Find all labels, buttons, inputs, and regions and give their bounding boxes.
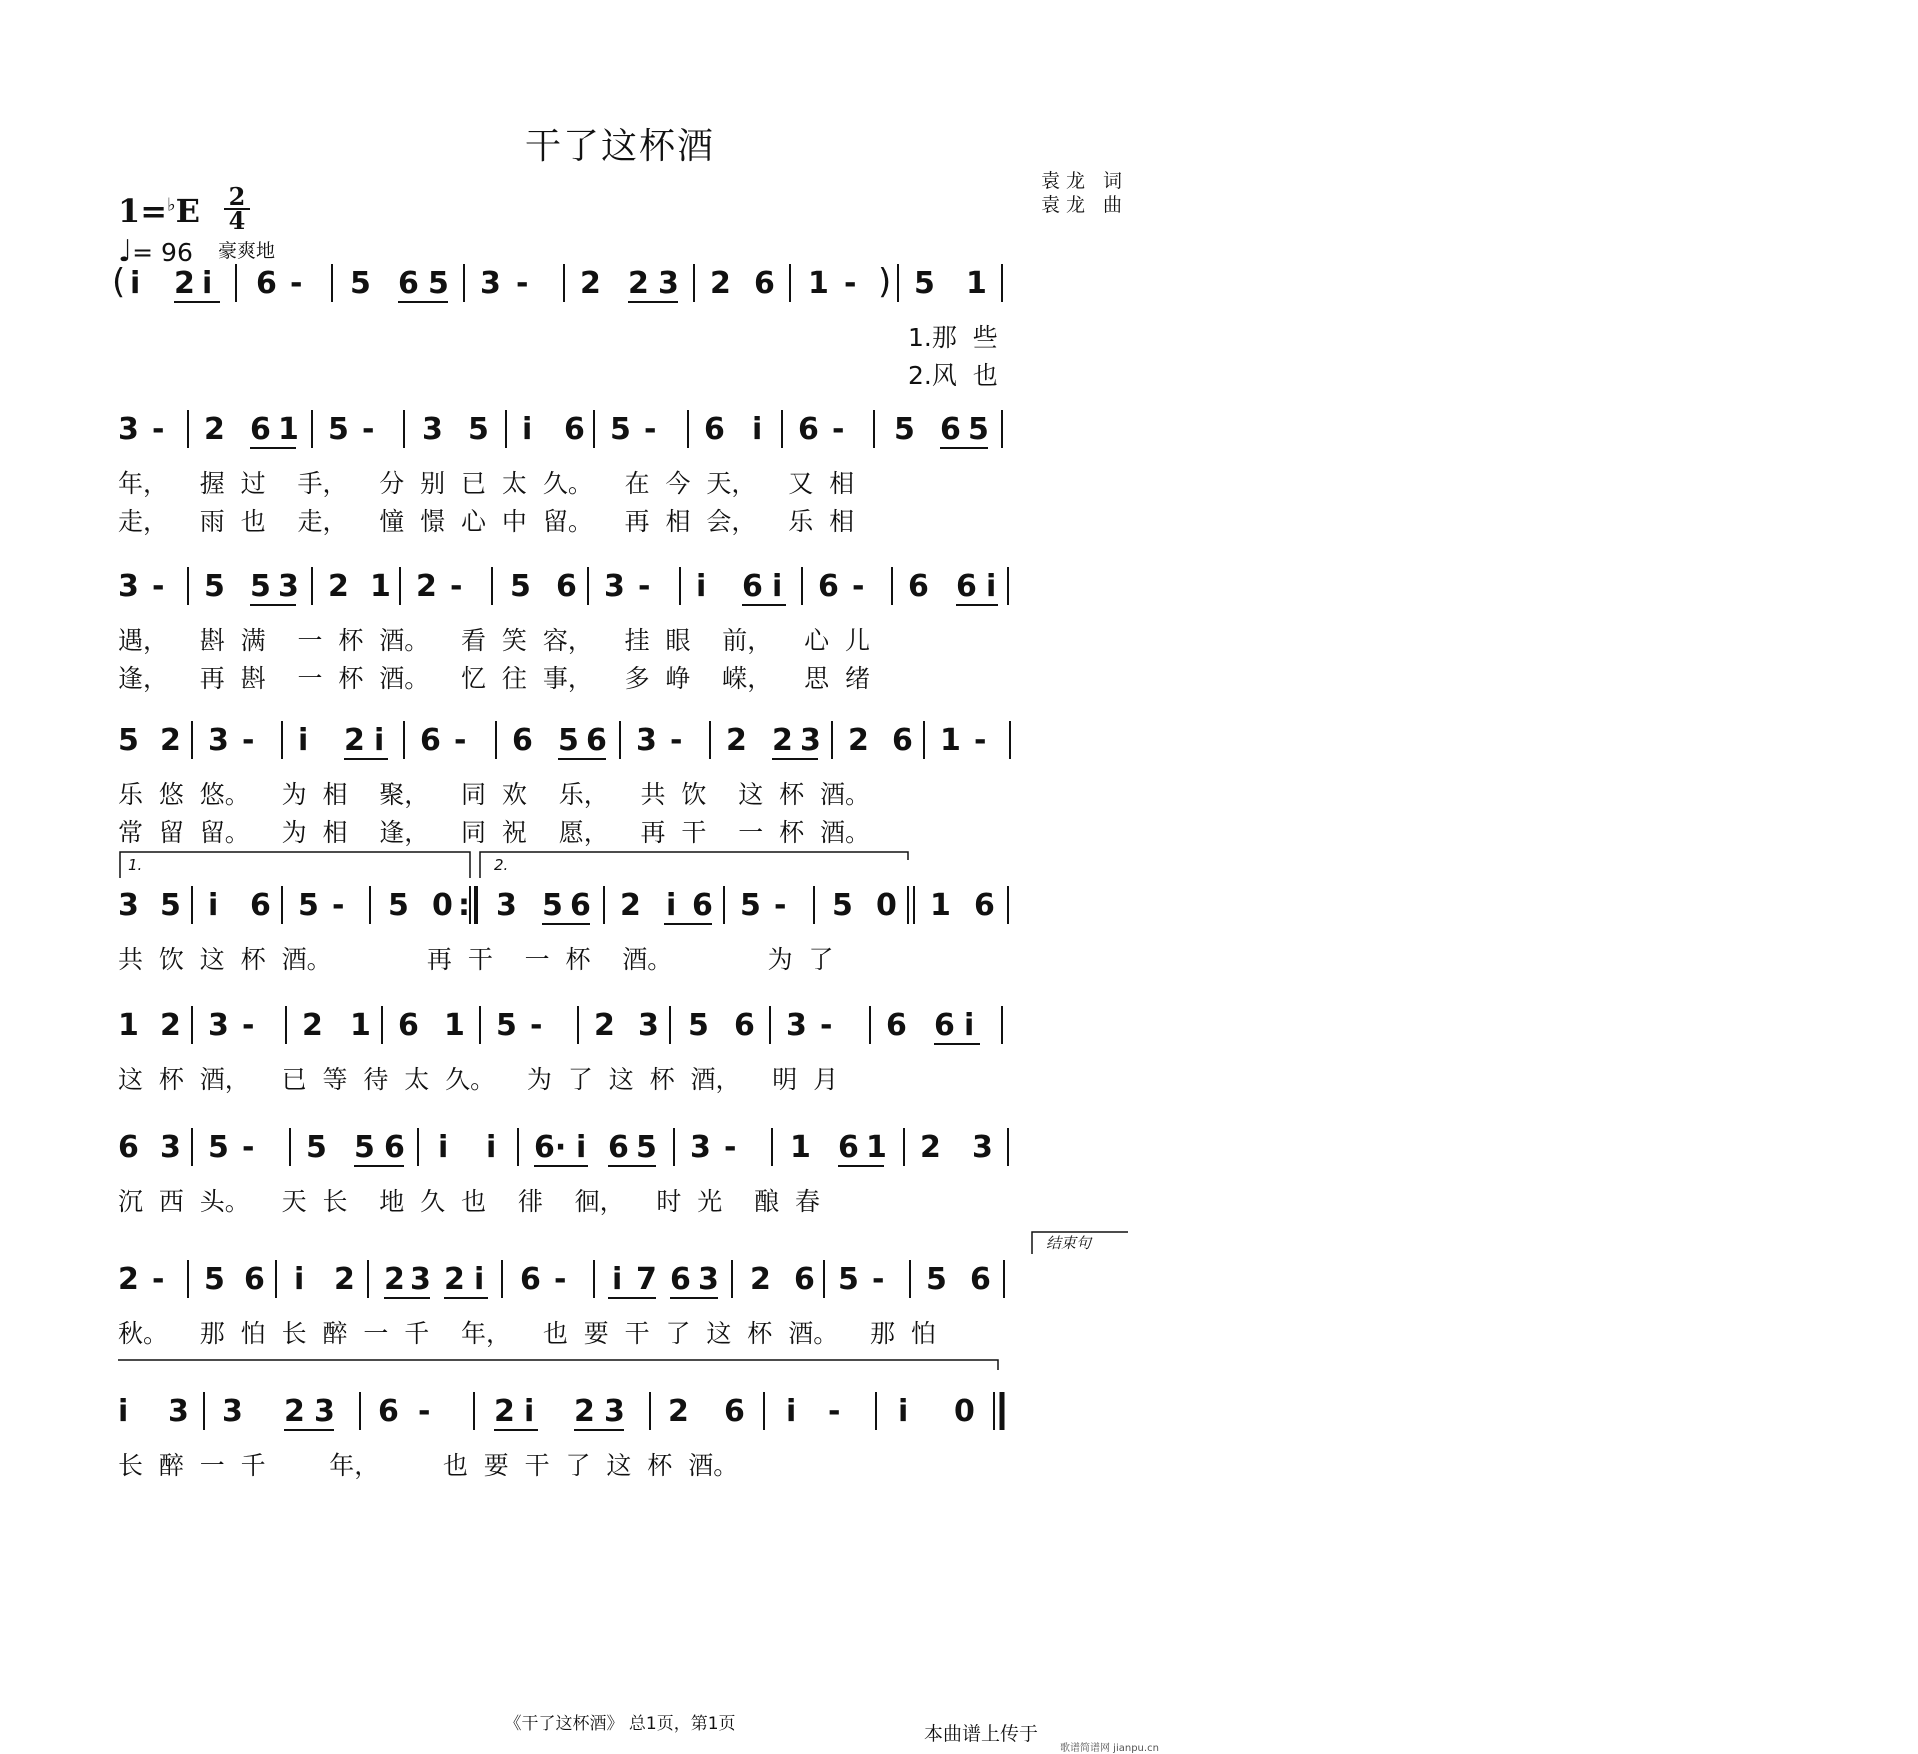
svg-text:1: 1	[118, 1008, 139, 1043]
flat-sign: ♭	[167, 194, 176, 216]
system-5	[118, 880, 1128, 978]
svg-text:6: 6	[934, 1008, 955, 1043]
volta-2-label: 2.	[494, 856, 509, 874]
svg-text:5: 5	[914, 266, 935, 301]
meter-top: 2	[228, 182, 246, 211]
svg-text:-: -	[554, 1262, 567, 1297]
notes-row	[118, 404, 1128, 464]
lyrics-text: 遇， 斟 满 一 杯 酒。 看 笑 容， 挂 眼 前， 心 儿	[118, 626, 870, 655]
svg-text:5: 5	[428, 266, 449, 301]
svg-text:1: 1	[940, 723, 961, 758]
svg-text:2: 2	[118, 1262, 139, 1297]
svg-text:3: 3	[208, 723, 229, 758]
svg-text:5: 5	[926, 1262, 947, 1297]
time-signature	[224, 182, 250, 235]
lyrics-verse-1	[118, 1314, 1128, 1352]
lyrics-verse-1	[118, 318, 1128, 356]
system-1	[112, 258, 1128, 394]
lyrics-verse-1	[118, 1446, 1128, 1484]
svg-text:5: 5	[208, 1130, 229, 1165]
svg-text:3: 3	[208, 1008, 229, 1043]
svg-text:i: i	[696, 569, 707, 604]
svg-text:-: -	[242, 1130, 255, 1165]
svg-text:2: 2	[620, 888, 641, 923]
svg-text:i: i	[294, 1262, 305, 1297]
svg-text:2: 2	[580, 266, 601, 301]
svg-text:5: 5	[204, 569, 225, 604]
key-note: E	[175, 192, 200, 230]
volta-brackets	[118, 850, 928, 880]
svg-text:3: 3	[118, 569, 139, 604]
svg-text:i: i	[298, 723, 309, 758]
svg-text:6: 6	[256, 266, 277, 301]
svg-text:5: 5	[688, 1008, 709, 1043]
svg-text:6·: 6·	[534, 1130, 567, 1165]
svg-text:3: 3	[690, 1130, 711, 1165]
svg-text:1: 1	[966, 266, 987, 301]
notes-row	[118, 1122, 1128, 1182]
svg-text:6: 6	[118, 1130, 139, 1165]
key-signature	[118, 192, 200, 230]
svg-text:2: 2	[328, 569, 349, 604]
svg-text:6: 6	[886, 1008, 907, 1043]
svg-text:1: 1	[370, 569, 391, 604]
svg-text:3: 3	[118, 888, 139, 923]
svg-text:5: 5	[328, 412, 349, 447]
svg-text:6: 6	[956, 569, 977, 604]
svg-text:5: 5	[204, 1262, 225, 1297]
svg-text:6: 6	[250, 412, 271, 447]
svg-text:1: 1	[930, 888, 951, 923]
svg-text:5: 5	[306, 1130, 327, 1165]
notes-row	[118, 1000, 1128, 1060]
svg-text:6: 6	[670, 1262, 691, 1297]
system-8	[118, 1254, 1128, 1352]
svg-text:5: 5	[354, 1130, 375, 1165]
svg-text:-: -	[516, 266, 529, 301]
lyrics-verse-1	[118, 1060, 1128, 1098]
svg-text:6: 6	[586, 723, 607, 758]
svg-text:i: i	[522, 412, 533, 447]
svg-text:3: 3	[480, 266, 501, 301]
svg-text:1: 1	[790, 1130, 811, 1165]
svg-text:6: 6	[250, 888, 271, 923]
svg-text:2: 2	[344, 723, 365, 758]
svg-text:2: 2	[204, 412, 225, 447]
svg-text:2: 2	[848, 723, 869, 758]
svg-text:i: i	[130, 266, 141, 301]
notes-row	[118, 1254, 1128, 1314]
svg-text:-: -	[724, 1130, 737, 1165]
svg-text:6: 6	[734, 1008, 755, 1043]
lyrics-text: 年， 握 过 手， 分 别 已 太 久。 在 今 天， 又 相	[118, 469, 855, 498]
svg-text:6: 6	[892, 723, 913, 758]
watermark: 歌谱简谱网 jianpu.cn	[1060, 1743, 1159, 1754]
svg-text:6: 6	[940, 412, 961, 447]
lyrics-text: 乐 悠 悠。 为 相 聚， 同 欢 乐， 共 饮 这 杯 酒。	[118, 780, 870, 809]
svg-text:-: -	[152, 569, 165, 604]
lyrics-verse-2	[118, 813, 1128, 851]
svg-text:6: 6	[704, 412, 725, 447]
svg-text:6: 6	[970, 1262, 991, 1297]
page-footer: 《干了这杯酒》 总1页，第1页	[504, 1714, 736, 1734]
notes-row	[118, 715, 1128, 775]
svg-text:2: 2	[160, 723, 181, 758]
lyrics-text: 逢， 再 斟 一 杯 酒。 忆 往 事， 多 峥 嵘， 思 绪	[118, 664, 870, 693]
svg-text:-: -	[774, 888, 787, 923]
svg-text:i: i	[612, 1262, 623, 1297]
svg-text:1: 1	[350, 1008, 371, 1043]
svg-text:3: 3	[168, 1394, 189, 1429]
svg-text:2: 2	[726, 723, 747, 758]
lyrics-text: 这 杯 酒， 已 等 待 太 久。 为 了 这 杯 酒， 明 月	[118, 1065, 839, 1094]
svg-text:-: -	[872, 1262, 885, 1297]
lyrics-text: 长 醉 一 千 年， 也 要 干 了 这 杯 酒。	[118, 1451, 739, 1480]
notes-row	[112, 258, 1128, 318]
system-3	[118, 561, 1128, 697]
svg-text:-: -	[242, 1008, 255, 1043]
svg-text:3: 3	[422, 412, 443, 447]
svg-text:-: -	[362, 412, 375, 447]
svg-text:5: 5	[160, 888, 181, 923]
svg-text:i: i	[986, 569, 997, 604]
upload-note: 本曲谱上传于	[924, 1723, 1039, 1745]
svg-text:3: 3	[496, 888, 517, 923]
svg-text:-: -	[644, 412, 657, 447]
svg-text:5: 5	[740, 888, 761, 923]
svg-text:-: -	[530, 1008, 543, 1043]
svg-text:5: 5	[832, 888, 853, 923]
svg-text:2: 2	[494, 1394, 515, 1429]
svg-text:5: 5	[838, 1262, 859, 1297]
lyrics-text: 秋。 那 怕 长 醉 一 千 年， 也 要 干 了 这 杯 酒。 那 怕	[118, 1319, 936, 1348]
svg-text:7: 7	[636, 1262, 657, 1297]
svg-text:6: 6	[384, 1130, 405, 1165]
svg-text:6: 6	[244, 1262, 265, 1297]
system-4	[118, 715, 1128, 851]
svg-text:6: 6	[570, 888, 591, 923]
svg-text:5: 5	[968, 412, 989, 447]
svg-text:0: 0	[432, 888, 453, 923]
svg-text:6: 6	[838, 1130, 859, 1165]
svg-text:i: i	[964, 1008, 975, 1043]
svg-text:-: -	[242, 723, 255, 758]
svg-text:2: 2	[668, 1394, 689, 1429]
system-9	[118, 1386, 1128, 1484]
svg-text:2: 2	[384, 1262, 405, 1297]
svg-text:5: 5	[118, 723, 139, 758]
system-7	[118, 1122, 1128, 1220]
svg-text:0: 0	[954, 1394, 975, 1429]
svg-text:3: 3	[278, 569, 299, 604]
svg-text:i: i	[772, 569, 783, 604]
svg-text:i: i	[208, 888, 219, 923]
notes-row	[118, 880, 1128, 940]
svg-text:-: -	[638, 569, 651, 604]
svg-text:i: i	[374, 723, 385, 758]
svg-text:2: 2	[174, 266, 195, 301]
svg-text:2: 2	[160, 1008, 181, 1043]
song-title: 干了这杯酒	[524, 126, 715, 167]
svg-text:1: 1	[808, 266, 829, 301]
svg-text:-: -	[844, 266, 857, 301]
svg-text:2: 2	[334, 1262, 355, 1297]
svg-text:-: -	[450, 569, 463, 604]
svg-text:6: 6	[398, 1008, 419, 1043]
svg-text:i: i	[474, 1262, 485, 1297]
svg-text:6: 6	[794, 1262, 815, 1297]
lyrics-text: 共 饮 这 杯 酒。 再 干 一 杯 酒。 为 了	[118, 945, 834, 974]
svg-text:2: 2	[594, 1008, 615, 1043]
svg-text:5: 5	[388, 888, 409, 923]
svg-text:i: i	[486, 1130, 497, 1165]
volta-1-label: 1.	[128, 856, 143, 874]
svg-text:6: 6	[398, 266, 419, 301]
svg-text:i: i	[786, 1394, 797, 1429]
svg-text:2: 2	[302, 1008, 323, 1043]
notes-row	[118, 561, 1128, 621]
svg-text:i: i	[898, 1394, 909, 1429]
svg-text:-: -	[832, 412, 845, 447]
svg-text:-: -	[820, 1008, 833, 1043]
svg-text:-: -	[852, 569, 865, 604]
svg-text:3: 3	[604, 569, 625, 604]
svg-text:5: 5	[542, 888, 563, 923]
lyrics-text: 2.风 也	[908, 361, 998, 390]
svg-text:6: 6	[512, 723, 533, 758]
svg-text:5: 5	[250, 569, 271, 604]
svg-text:3: 3	[636, 723, 657, 758]
lyrics-verse-1	[118, 1182, 1128, 1220]
svg-text:5: 5	[298, 888, 319, 923]
lyrics-verse-1	[118, 621, 1128, 659]
svg-text:-: -	[152, 412, 165, 447]
meter-bottom: 4	[228, 206, 246, 235]
lyricist-credit: 袁龙 词	[1040, 170, 1128, 192]
svg-text:6: 6	[754, 266, 775, 301]
svg-text:i: i	[438, 1130, 449, 1165]
svg-text:2: 2	[628, 266, 649, 301]
svg-text:3: 3	[972, 1130, 993, 1165]
svg-text:6: 6	[974, 888, 995, 923]
svg-text:5: 5	[894, 412, 915, 447]
key-prefix: 1=	[118, 192, 168, 230]
lyrics-verse-1	[118, 940, 1128, 978]
svg-text:1: 1	[444, 1008, 465, 1043]
svg-text:0: 0	[876, 888, 897, 923]
lyrics-verse-1	[118, 775, 1128, 813]
svg-text:6: 6	[692, 888, 713, 923]
svg-text:2: 2	[284, 1394, 305, 1429]
svg-text:1: 1	[866, 1130, 887, 1165]
svg-text:2: 2	[710, 266, 731, 301]
svg-text:3: 3	[638, 1008, 659, 1043]
svg-text:3: 3	[410, 1262, 431, 1297]
svg-text:3: 3	[160, 1130, 181, 1165]
svg-text:3: 3	[604, 1394, 625, 1429]
lyrics-verse-2	[118, 356, 1128, 394]
svg-text:-: -	[828, 1394, 841, 1429]
ending-label: 结束句	[1046, 1234, 1092, 1252]
svg-text:3: 3	[118, 412, 139, 447]
svg-text:2: 2	[444, 1262, 465, 1297]
svg-text:6: 6	[724, 1394, 745, 1429]
svg-text:5: 5	[636, 1130, 657, 1165]
lyrics-text: 常 留 留。 为 相 逢， 同 祝 愿， 再 干 一 杯 酒。	[118, 818, 870, 847]
final-bracket	[118, 1358, 1008, 1372]
lyrics-text: 沉 西 头。 天 长 地 久 也 徘 徊， 时 光 酿 春	[118, 1187, 820, 1216]
svg-text:3: 3	[658, 266, 679, 301]
lyrics-verse-2	[118, 659, 1128, 697]
svg-text:3: 3	[698, 1262, 719, 1297]
svg-text:6: 6	[564, 412, 585, 447]
svg-text:-: -	[152, 1262, 165, 1297]
notes-row	[118, 1386, 1128, 1446]
system-6	[118, 1000, 1128, 1098]
svg-text:6: 6	[818, 569, 839, 604]
svg-text:i: i	[524, 1394, 535, 1429]
svg-text:3: 3	[800, 723, 821, 758]
svg-text:-: -	[454, 723, 467, 758]
svg-text:5: 5	[468, 412, 489, 447]
svg-text:2: 2	[574, 1394, 595, 1429]
svg-text:6: 6	[742, 569, 763, 604]
svg-text::: :	[458, 888, 470, 923]
svg-text:i: i	[118, 1394, 129, 1429]
notation-svg	[112, 258, 1128, 318]
quarter-note-icon: ♩	[118, 234, 133, 269]
svg-text:2: 2	[750, 1262, 771, 1297]
svg-text:6: 6	[608, 1130, 629, 1165]
svg-text:i: i	[752, 412, 763, 447]
svg-text:i: i	[666, 888, 677, 923]
svg-text:-: -	[290, 266, 303, 301]
svg-text:3: 3	[314, 1394, 335, 1429]
lyrics-text: 走， 雨 也 走， 憧 憬 心 中 留。 再 相 会， 乐 相	[118, 507, 855, 536]
svg-text:): )	[878, 262, 892, 302]
svg-text:6: 6	[378, 1394, 399, 1429]
svg-text:3: 3	[786, 1008, 807, 1043]
svg-text:6: 6	[420, 723, 441, 758]
lyrics-verse-1	[118, 464, 1128, 502]
svg-text:5: 5	[610, 412, 631, 447]
svg-text:-: -	[332, 888, 345, 923]
tempo-value: = 96	[132, 238, 193, 267]
composer-credit: 袁龙 曲	[1040, 194, 1128, 216]
svg-text:6: 6	[798, 412, 819, 447]
svg-text:2: 2	[920, 1130, 941, 1165]
svg-text:3: 3	[222, 1394, 243, 1429]
expression-marking: 豪爽地	[218, 240, 276, 262]
svg-text:(: (	[112, 262, 126, 302]
svg-text:5: 5	[558, 723, 579, 758]
lyrics-verse-2	[118, 502, 1128, 540]
svg-text:2: 2	[772, 723, 793, 758]
svg-text:6: 6	[556, 569, 577, 604]
lyrics-text: 1.那 些	[908, 323, 998, 352]
svg-text:5: 5	[496, 1008, 517, 1043]
svg-text:-: -	[418, 1394, 431, 1429]
svg-text:i: i	[576, 1130, 587, 1165]
svg-text:1: 1	[278, 412, 299, 447]
svg-text:-: -	[974, 723, 987, 758]
svg-text:-: -	[670, 723, 683, 758]
svg-text:i: i	[202, 266, 213, 301]
svg-text:2: 2	[416, 569, 437, 604]
svg-text:6: 6	[520, 1262, 541, 1297]
system-2	[118, 404, 1128, 540]
svg-text:5: 5	[510, 569, 531, 604]
svg-text:6: 6	[908, 569, 929, 604]
svg-text:5: 5	[350, 266, 371, 301]
